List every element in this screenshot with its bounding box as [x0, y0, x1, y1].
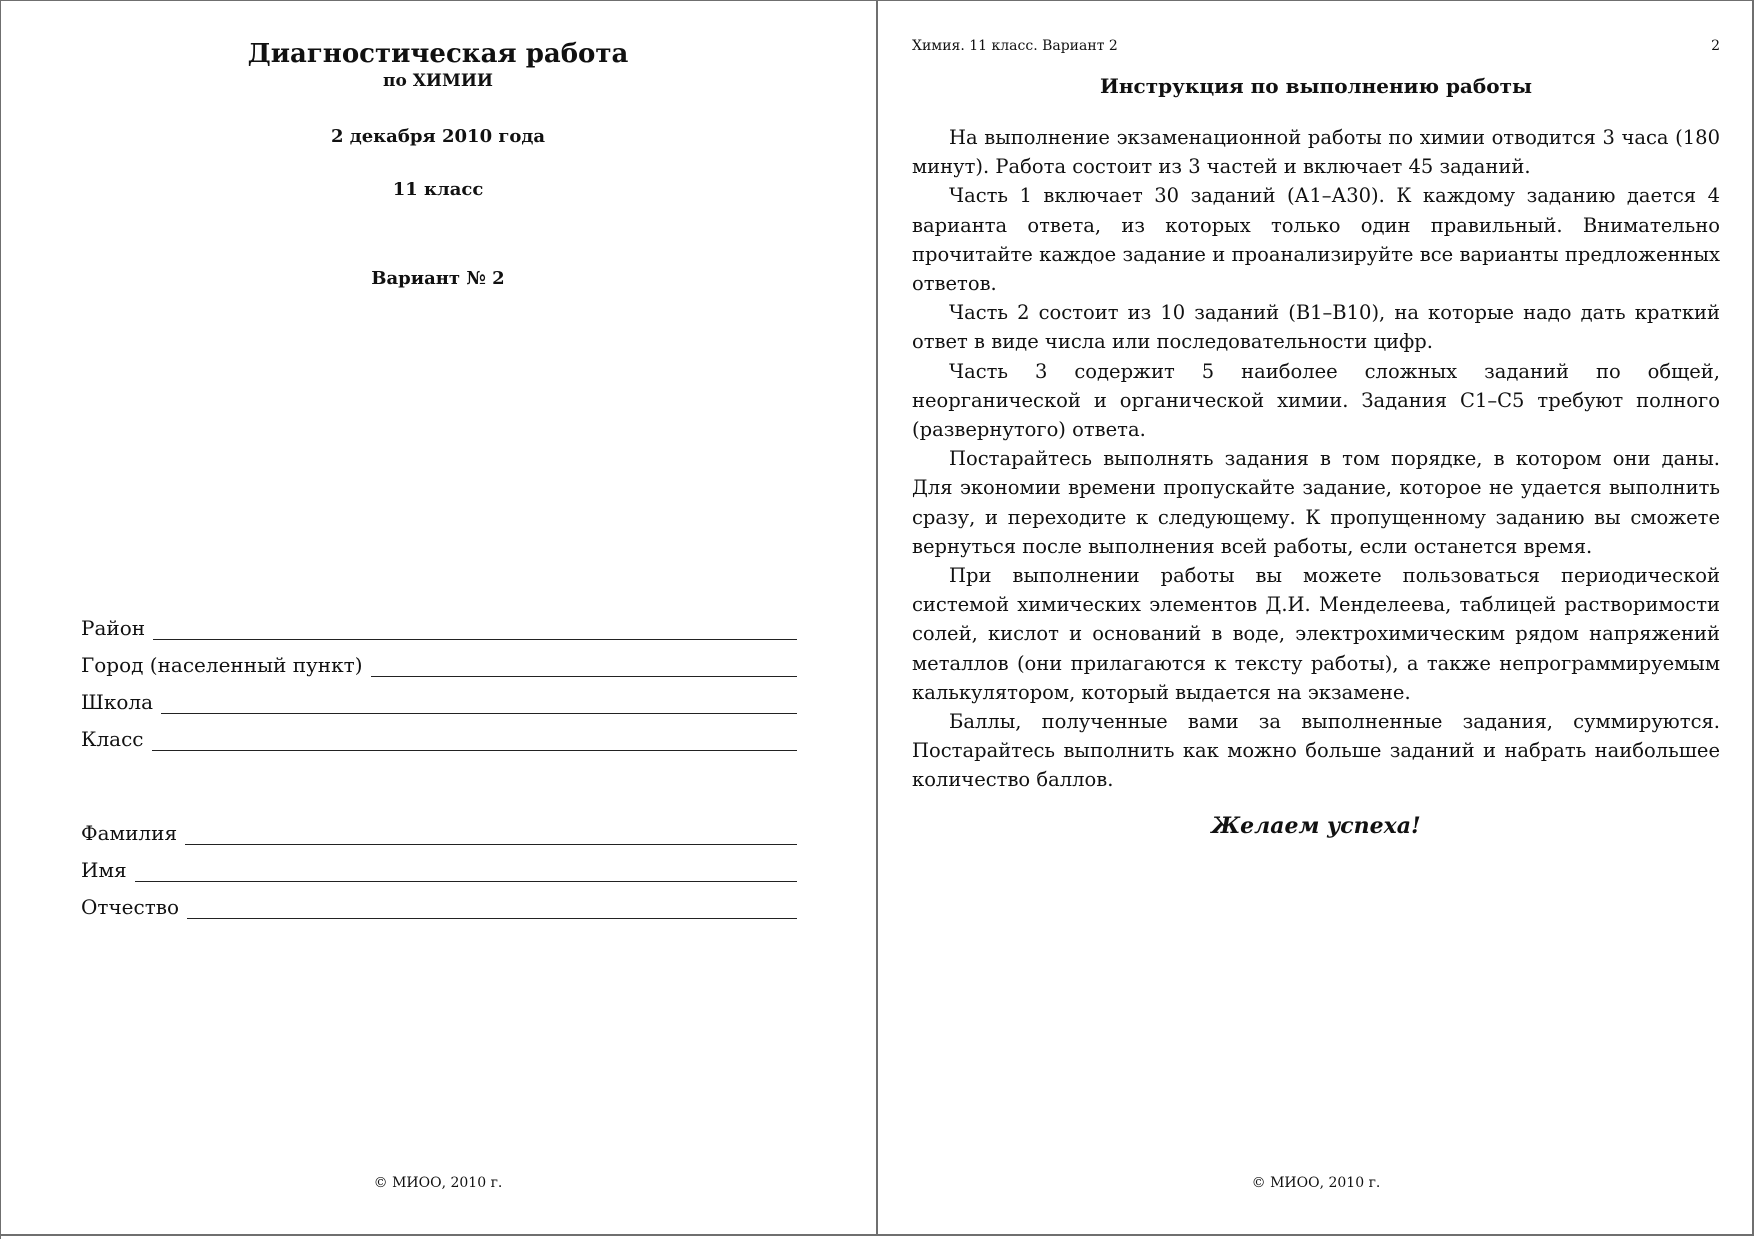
document-date: 2 декабря 2010 года — [330, 126, 546, 147]
district-field — [81, 616, 797, 640]
class-blank-line[interactable] — [152, 730, 797, 751]
page-number: 2 — [1711, 38, 1720, 54]
document-title: Диагностическая работа — [247, 39, 629, 69]
title-block — [2, 38, 874, 92]
running-header — [912, 38, 1720, 54]
page-divider — [876, 0, 878, 1236]
instruction-paragraph: Часть 2 состоит из 10 заданий (В1–В10), на которые надо дать краткий ответ в виде числа или последовательности цифр. — [912, 301, 1720, 354]
class-field — [81, 727, 797, 751]
name-blank-line[interactable] — [135, 861, 797, 882]
title-page — [2, 0, 874, 1234]
name-field — [81, 858, 797, 882]
instructions-title: Инструкция по выполнению работы — [1099, 74, 1533, 98]
instruction-paragraph: Часть 3 содержит 5 наиболее сложных заданий по общей, неорганической и органической химии. Задания С1–С5 требуют полного (развернутого) ответа. — [912, 359, 1720, 442]
document-subject: по ХИМИИ — [383, 71, 493, 91]
copyright-right: © МИОО, 2010 г. — [1251, 1175, 1381, 1191]
instruction-paragraph: Постарайтесь выполнять задания в том порядке, в котором они даны. Для экономии времени пропускайте задание, которое не удается выполнить сразу, и переходите к следующему. К пропущенному заданию вы сможете вернуться после выполнения всей работы, если останется время. — [912, 447, 1720, 558]
surname-label: Фамилия — [81, 821, 178, 845]
running-header-title: Химия. 11 класс. Вариант 2 — [912, 38, 1118, 54]
city-blank-line[interactable] — [371, 656, 798, 677]
instruction-paragraph: Баллы, полученные вами за выполненные задания, суммируются. Постарайтесь выполнить как можно больше заданий и набрать наибольшее количество баллов. — [912, 710, 1720, 792]
district-blank-line[interactable] — [153, 619, 797, 640]
document-variant: Вариант № 2 — [371, 268, 505, 289]
patronymic-label: Отчество — [81, 895, 180, 919]
school-label: Школа — [81, 690, 153, 714]
school-field — [81, 690, 797, 714]
instruction-paragraph: При выполнении работы вы можете пользоваться периодической системой химических элементов Д.И. Менделеева, таблицей растворимости солей, кислот и оснований в воде, электрохимическим рядом напряжений металлов (они прилагаются к тексту работы), а также непрограммируемым калькулятором, который выдается на экзамене. — [912, 564, 1720, 704]
document-grade: 11 класс — [392, 179, 484, 200]
patronymic-field — [81, 895, 797, 919]
city-field — [81, 653, 797, 677]
city-label: Город (населенный пункт) — [81, 653, 363, 677]
surname-field — [81, 821, 797, 845]
instructions-body — [912, 123, 1720, 795]
surname-blank-line[interactable] — [185, 824, 797, 845]
patronymic-blank-line[interactable] — [187, 898, 797, 919]
name-label: Имя — [81, 858, 127, 882]
instruction-paragraph: На выполнение экзаменационной работы по химии отводится 3 часа (180 минут). Работа состоит из 3 частей и включает 45 заданий. — [912, 126, 1720, 179]
closing-wish: Желаем успеха! — [1211, 813, 1421, 839]
district-label: Район — [81, 616, 146, 640]
class-label: Класс — [81, 727, 144, 751]
copyright-left: © МИОО, 2010 г. — [373, 1175, 503, 1191]
school-blank-line[interactable] — [161, 693, 797, 714]
instruction-paragraph: Часть 1 включает 30 заданий (А1–А30). К каждому заданию дается 4 варианта ответа, из которых только один правильный. Внимательно прочитайте каждое задание и проанализируйте все варианты предложенных ответов. — [912, 184, 1720, 296]
instructions-page — [880, 0, 1752, 1234]
